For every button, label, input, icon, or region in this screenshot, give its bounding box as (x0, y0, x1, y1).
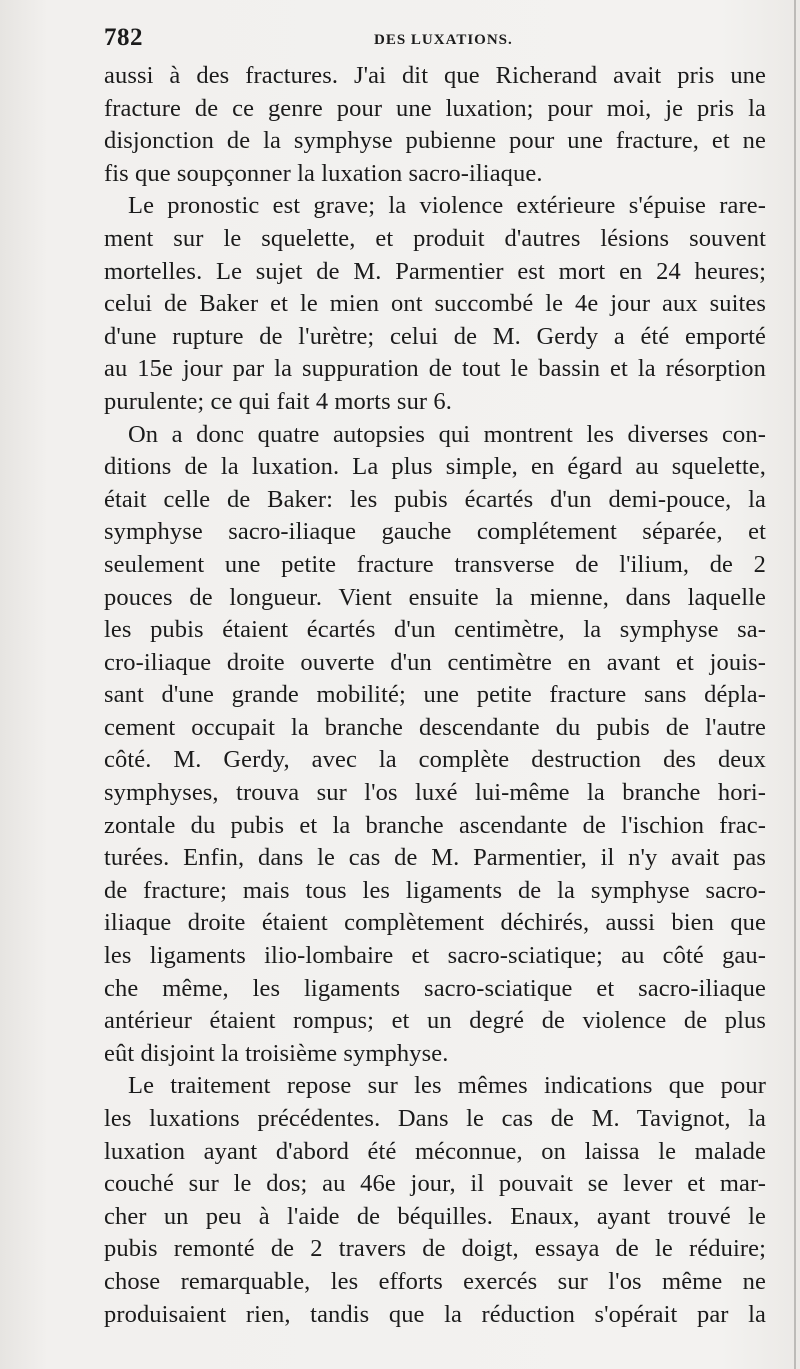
text-line: d'une rupture de l'urètre; celui de M. Gerdy a été emporté (104, 322, 766, 350)
text-line: symphyses, trouva sur l'os luxé lui-même la branche hori- (104, 779, 766, 807)
text-line: côté. M. Gerdy, avec la complète destruction des deux (104, 746, 766, 774)
page-edge (794, 0, 796, 1369)
running-head: DES LUXATIONS. (374, 32, 513, 48)
text-line: mortelles. Le sujet de M. Parmentier est mort en 24 heures; (104, 257, 766, 285)
text-line: couché sur le dos; au 46e jour, il pouvait se lever et mar- (104, 1170, 766, 1198)
text-line: On a donc quatre autopsies qui montrent les diverses con- (128, 420, 766, 448)
text-line: zontale du pubis et la branche ascendante de l'ischion frac- (104, 811, 766, 839)
paragraph-autopsies (104, 419, 766, 1071)
paragraph-fractures (104, 60, 766, 190)
text-line: les pubis étaient écartés d'un centimètre, la symphyse sa- (104, 616, 766, 644)
text-line: les ligaments ilio-lombaire et sacro-sciatique; au côté gau- (104, 942, 766, 970)
text-line: symphyse sacro-iliaque gauche complétement séparée, et (104, 518, 766, 546)
text-line: antérieur étaient rompus; et un degré de violence de plus (104, 1007, 766, 1035)
paragraph-traitement (104, 1070, 766, 1331)
text-line: luxation ayant d'abord été méconnue, on laissa le malade (104, 1137, 766, 1165)
text-line: était celle de Baker: les pubis écartés d'un demi-pouce, la (104, 485, 766, 513)
text-line: fracture de ce genre pour une luxation; pour moi, je pris la (104, 94, 766, 122)
text-line: cro-iliaque droite ouverte d'un centimètre en avant et jouis- (104, 648, 766, 676)
body-text (104, 60, 766, 1331)
text-line: produisaient rien, tandis que la réduction s'opérait par la (104, 1300, 766, 1328)
text-line: cement occupait la branche descendante du pubis de l'autre (104, 713, 766, 741)
text-line: au 15e jour par la suppuration de tout le bassin et la résorption (104, 355, 766, 383)
text-line: sant d'une grande mobilité; une petite fracture sans dépla- (104, 681, 766, 709)
text-line: pouces de longueur. Vient ensuite la mienne, dans laquelle (104, 583, 766, 611)
text-line: disjonction de la symphyse pubienne pour une fracture, et ne (104, 127, 766, 155)
text-line: de fracture; mais tous les ligaments de la symphyse sacro- (104, 876, 766, 904)
text-line: fis que soupçonner la luxation sacro-iliaque. (104, 159, 543, 187)
text-line: aussi à des fractures. J'ai dit que Richerand avait pris une (104, 62, 766, 89)
text-line: purulente; ce qui fait 4 morts sur 6. (104, 387, 452, 415)
text-line: ditions de la luxation. La plus simple, en égard au squelette, (104, 453, 766, 481)
text-line: les luxations précédentes. Dans le cas de M. Tavignot, la (104, 1105, 766, 1132)
page-header (104, 24, 764, 60)
text-line: ment sur le squelette, et produit d'autres lésions souvent (104, 224, 766, 252)
text-line: seulement une petite fracture transverse de l'ilium, de 2 (104, 550, 766, 578)
text-line: che même, les ligaments sacro-sciatique et sacro-iliaque (104, 974, 766, 1002)
text-line: pubis remonté de 2 travers de doigt, essaya de le réduire; (104, 1235, 766, 1263)
text-line: Le pronostic est grave; la violence extérieure s'épuise rare- (128, 192, 766, 220)
text-line: cher un peu à l'aide de béquilles. Enaux, ayant trouvé le (104, 1202, 766, 1230)
text-line: turées. Enfin, dans le cas de M. Parmentier, il n'y avait pas (104, 844, 766, 872)
text-line: chose remarquable, les efforts exercés sur l'os même ne (104, 1267, 766, 1295)
page-number: 782 (104, 24, 143, 51)
paragraph-pronostic (104, 190, 766, 418)
text-line: eût disjoint la troisième symphyse. (104, 1039, 449, 1067)
text-line: Le traitement repose sur les mêmes indications que pour (128, 1072, 766, 1100)
text-line: celui de Baker et le mien ont succombé le 4e jour aux suites (104, 290, 766, 318)
text-line: iliaque droite étaient complètement déchirés, aussi bien que (104, 909, 766, 937)
